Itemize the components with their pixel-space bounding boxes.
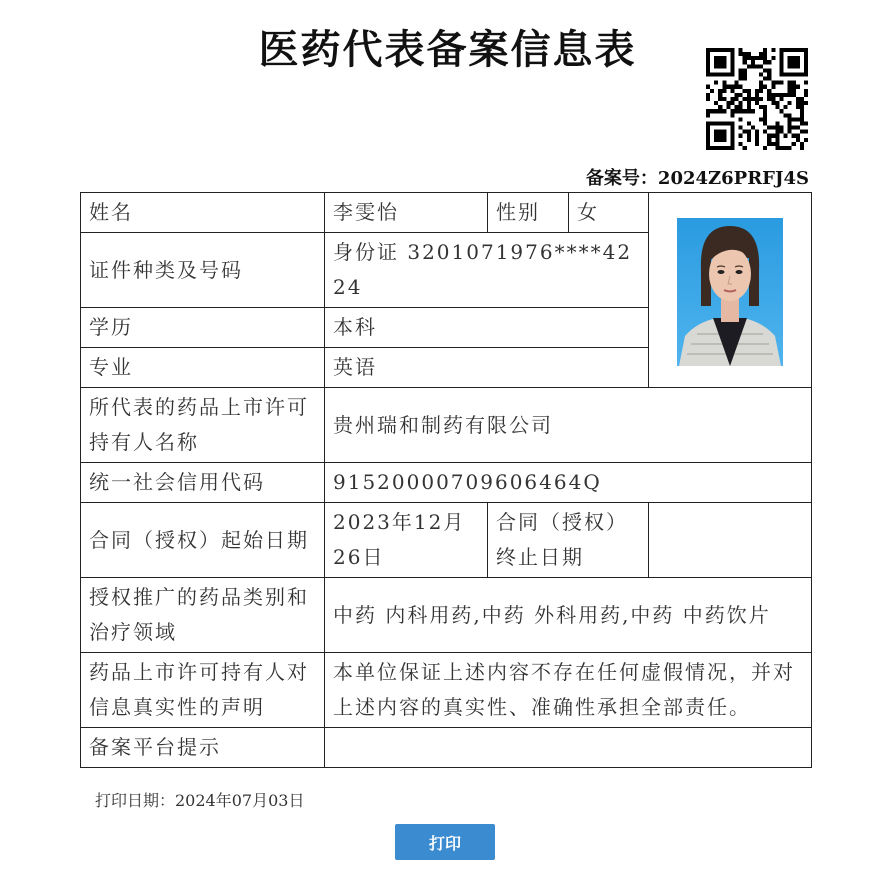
id-value: 身份证 3201071976****4224 [325, 233, 649, 308]
contract-end-value [649, 503, 812, 578]
table-row [81, 503, 812, 578]
qr-code-icon [706, 48, 808, 150]
category-label: 授权推广的药品类别和治疗领域 [81, 578, 325, 653]
page-title: 医药代表备案信息表 [258, 27, 637, 73]
credit-code-label: 统一社会信用代码 [81, 463, 325, 503]
holder-value: 贵州瑞和制药有限公司 [325, 388, 812, 463]
table-row [81, 193, 812, 233]
table-row [81, 463, 812, 503]
print-date: 打印日期：2024年07月03日 [95, 791, 305, 810]
record-number: 备案号：2024Z6PRFJ4S [585, 168, 809, 189]
table-row [81, 728, 812, 768]
major-value: 英语 [325, 348, 649, 388]
gender-label: 性别 [488, 193, 569, 233]
statement-value: 本单位保证上述内容不存在任何虚假情况，并对上述内容的真实性、准确性承担全部责任。 [325, 653, 812, 728]
gender-value: 女 [569, 193, 649, 233]
statement-label: 药品上市许可持有人对信息真实性的声明 [81, 653, 325, 728]
major-label: 专业 [81, 348, 325, 388]
portrait-photo [677, 218, 783, 366]
holder-label: 所代表的药品上市许可持有人名称 [81, 388, 325, 463]
education-value: 本科 [325, 308, 649, 348]
table-row [81, 653, 812, 728]
platform-value [325, 728, 812, 768]
name-label: 姓名 [81, 193, 325, 233]
name-value: 李雯怡 [325, 193, 488, 233]
contract-start-value: 2023年12月26日 [325, 503, 488, 578]
id-label: 证件种类及号码 [81, 233, 325, 308]
credit-code-value: 91520000709606464Q [325, 463, 812, 503]
contract-end-label: 合同（授权）终止日期 [488, 503, 649, 578]
category-value: 中药 内科用药,中药 外科用药,中药 中药饮片 [325, 578, 812, 653]
photo-cell [649, 193, 812, 388]
platform-label: 备案平台提示 [81, 728, 325, 768]
table-row [81, 578, 812, 653]
print-button[interactable]: 打印 [395, 824, 495, 860]
contract-start-label: 合同（授权）起始日期 [81, 503, 325, 578]
education-label: 学历 [81, 308, 325, 348]
table-row [81, 388, 812, 463]
info-table [80, 192, 812, 768]
